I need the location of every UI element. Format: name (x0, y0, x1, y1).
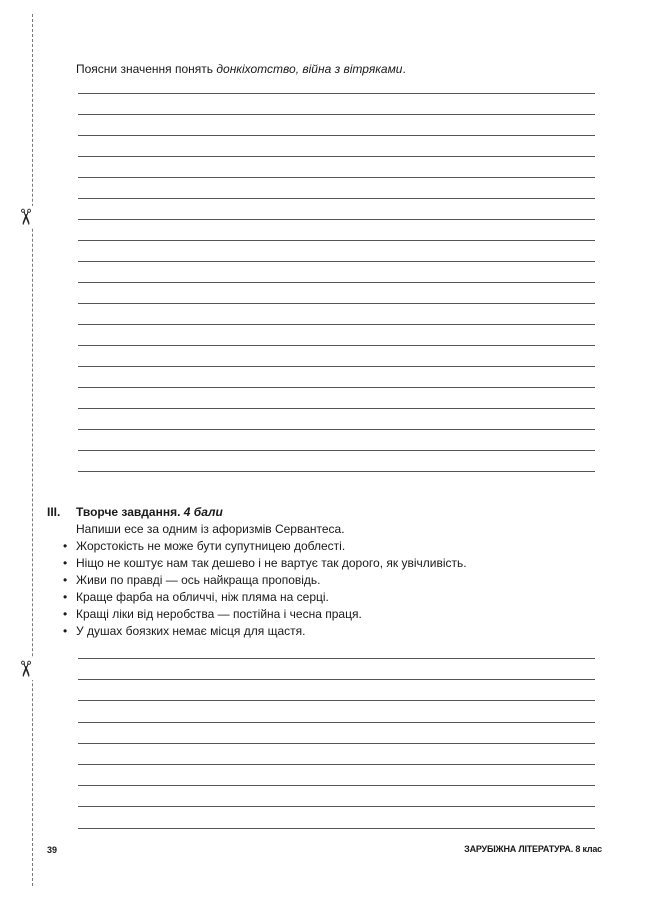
answer-line[interactable] (78, 324, 595, 325)
bullet-icon: • (63, 573, 68, 587)
aphorism-item (60, 555, 467, 572)
answer-line[interactable] (78, 828, 595, 829)
answer-line[interactable] (78, 345, 595, 346)
aphorism-text: У душах боязких немає місця для щастя. (76, 624, 306, 638)
bullet-icon: • (63, 539, 68, 553)
answer-line[interactable] (78, 408, 595, 409)
question-prompt (76, 61, 406, 77)
bullet-icon: • (63, 556, 68, 570)
answer-line[interactable] (78, 743, 595, 744)
section-title (76, 504, 223, 520)
aphorism-item (60, 538, 467, 555)
bullet-icon: • (63, 607, 68, 621)
page-number: 39 (47, 845, 58, 855)
section-title-text: Творче завдання. (76, 505, 184, 519)
answer-line[interactable] (78, 156, 595, 157)
answer-line[interactable] (78, 658, 595, 659)
aphorism-text: Ніщо не коштує нам так дешево і не вартує так дорого, як увічливість. (76, 556, 467, 570)
answer-line[interactable] (78, 261, 595, 262)
book-title: ЗАРУБІЖНА ЛІТЕРАТУРА. 8 клас (464, 844, 602, 854)
answer-line[interactable] (78, 219, 595, 220)
answer-line[interactable] (78, 198, 595, 199)
answer-line[interactable] (78, 282, 595, 283)
section-number: III. (47, 505, 61, 519)
bullet-icon: • (63, 590, 68, 604)
question-suffix: . (402, 62, 406, 76)
answer-line[interactable] (78, 93, 595, 94)
aphorism-list (60, 538, 467, 640)
answer-line[interactable] (78, 764, 595, 765)
answer-line[interactable] (78, 366, 595, 367)
aphorism-item (60, 623, 467, 640)
answer-line[interactable] (78, 429, 595, 430)
section-points: 4 бали (183, 505, 223, 519)
answer-line[interactable] (78, 785, 595, 786)
question-prefix: Поясни значення понять (76, 62, 217, 76)
answer-line[interactable] (78, 135, 595, 136)
answer-line[interactable] (78, 240, 595, 241)
answer-line[interactable] (78, 177, 595, 178)
answer-line[interactable] (78, 114, 595, 115)
bullet-icon: • (63, 624, 68, 638)
answer-line[interactable] (78, 387, 595, 388)
scissors-icon: ✂ (13, 207, 38, 227)
scissors-icon: ✂ (13, 659, 38, 679)
aphorism-text: Жорстокість не може бути супутницею доблесті. (76, 539, 346, 553)
answer-line[interactable] (78, 722, 595, 723)
answer-line[interactable] (78, 303, 595, 304)
answer-line[interactable] (78, 700, 595, 701)
aphorism-text: Живи по правді — ось найкраща проповідь. (76, 573, 321, 587)
answer-line[interactable] (78, 806, 595, 807)
aphorism-item (60, 606, 467, 623)
aphorism-text: Краще фарба на обличчі, ніж пляма на серці. (76, 590, 329, 604)
aphorism-text: Кращі ліки від неробства — постійна і чесна праця. (76, 607, 362, 621)
answer-line[interactable] (78, 450, 595, 451)
question-terms: донкіхотство, війна з вітряками (216, 62, 403, 76)
answer-line[interactable] (78, 471, 595, 472)
answer-line[interactable] (78, 679, 595, 680)
cut-line (32, 14, 33, 886)
aphorism-item (60, 589, 467, 606)
aphorism-item (60, 572, 467, 589)
essay-task: Напиши есе за одним із афоризмів Сервантеса. (76, 522, 345, 536)
